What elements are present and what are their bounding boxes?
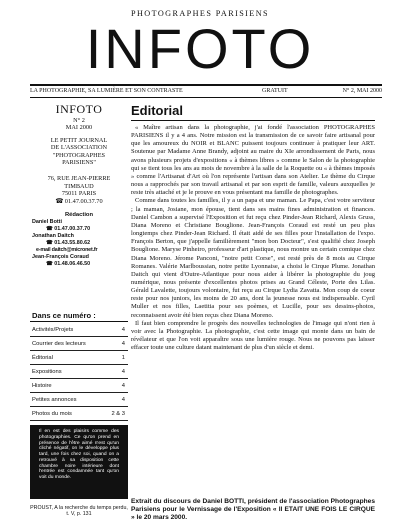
article-heading: Editorial <box>131 103 184 118</box>
article <box>131 103 375 522</box>
article-paragraph: Il faut bien comprendre le progrès des nouvelles technologies de l'image qui n'ont rien à voir avec la Photographie. La photographie, c'est cette image qui monte dans un bain de révélateur et que l'on voit apparaître sous une lumière rouge. Nous ne pouvons pas laisser effacer toute une culture datant maintenant de plus d'un siècle et demi. <box>131 319 375 352</box>
redaction-label: Rédaction <box>64 212 94 219</box>
toc-rule <box>30 321 128 322</box>
tagline-rule <box>30 97 382 98</box>
address-line: 76, RUE JEAN-PIERRE <box>47 175 111 183</box>
price-label: GRATUIT <box>262 88 288 94</box>
toc-item-page: 4 <box>121 383 125 389</box>
toc-item-label: Éditorial <box>32 355 53 361</box>
toc-item-page: 4 <box>121 369 125 375</box>
address-line: TIMBAUD <box>64 182 94 190</box>
staff-phone: ☎ 01.47.00.37.70 <box>46 226 91 233</box>
toc-heading: Dans ce numéro : <box>32 311 96 320</box>
toc-item[interactable] <box>30 339 128 351</box>
sidebar-address <box>30 175 128 205</box>
heading-rule <box>131 120 375 121</box>
article-paragraph: « Maître artisan dans la photographie, j'ai fondé l'association PHOTOGRAPHES PARISIENS il y a 4 ans. Notre mission est la transmission de ce savoir faire artisanal pour que les amoureux du NOIR et BLANC puissent toujours continuer à pratiquer leur ART. Soutenue par Madame Anne Brandy, adjoint au maire du XIe arrondissement de Paris, nous avons plusieurs projets d'expositions « à thèmes libres » comme le Salon de la photographie qui se tient tous les ans au mois de novembre à la salle de la Roquette ou « à thèmes imposés » comme l'Artisanat d'Art où l'on représente l'artisan dans son Atelier. Le thème du Cirque nous a rapprochés par son travail artisanal et par son esprit de famille, valeurs auxquelles je reste très attaché et je le prouve en vous présentant ma famille de photographes. <box>131 124 375 197</box>
sidebar-title: INFOTO <box>55 102 103 116</box>
toc-item[interactable] <box>30 409 128 421</box>
staff-list <box>30 219 128 267</box>
toc-item-label: Histoire <box>32 383 52 389</box>
association-name: PHOTOGRAPHES PARISIENS <box>131 9 269 18</box>
masthead-rule <box>30 84 382 86</box>
journal-line: DE L'ASSOCIATION <box>50 144 108 152</box>
toc-item-label: Courrier des lecteurs <box>32 341 86 347</box>
staff-name: Daniel Botti <box>32 219 62 226</box>
article-paragraph: Comme dans toutes les familles, il y a un papa et une maman. Le Papa, c'est votre serviteur ; la maman, Josiane, mon épouse, tient dans ses mains fines administration et finances. Daniel Cambon a supervisé l'Exposition et fut reçu chez Pinder-Jean Richard, Alexis Gruss, Diana Moreno et Christiane Bouglione. Jean-François Coraud est resté un peu plus longtemps chez Pinder-Jean Richard. Il était aidé de ses filles pour l'installation de l'expo. François Berton, que j'appelle familièrement "mon bon Docteur", s'est qualifié chez Joseph Bouglione. Maryse Pinheiro, professeur d'art plastique, nous montre un certain comique chez Diana Moreno. Jérome Panconi, "notre petit Corse", est resté près de 8 mois au Cirque Romanes. Valérie Marlboussian, notre petite Lyonnaise, a choisi le Cirque Plume. Jonathan Daitch qui vient d'Outre-Atlantique pour nous aider à libérer la photographie du joug numérique, nous présente d'excellentes photos prises au Grand Céleste, Porte des Lilas. Gérald Lavalette, toujours volontaire, fut reçu au Cirque Lydia Zavatta. Mon coup de coeur reste pour nos juniors, les moins de 20 ans, dont la jeunesse nous est indispensable. Cyril Muller et nos filles, Laetitia pour ses poèmes, et Lucille, pour ses dessins-photos, reconnaissent avoir été bien reçus chez Diana Moreno. <box>131 197 375 319</box>
sidebar-issue-number: N° 2 <box>73 117 85 124</box>
sidebar-date: MAI 2000 <box>65 124 93 132</box>
tagline: LA PHOTOGRAPHIE, SA LUMIÈRE ET SON CONTRASTE <box>30 88 183 94</box>
proust-quote: Il en est des plaisirs comme des photographies. Ce qu'on prend en présence de l'être aimé n'est qu'un cliché négatif, on le développe plus tard, une fois chez soi, quand on a retrouvé à sa disposition cette chambre noire intérieure dont l'entrée est condamnée tant qu'on voit du monde. <box>39 429 119 480</box>
toc-item-label: Photos du mois <box>32 411 72 417</box>
toc-item[interactable] <box>30 381 128 393</box>
journal-line: PARISIENS" <box>62 159 96 167</box>
issue-label: N° 2, MAI 2000 <box>342 88 382 94</box>
staff-name: Jonathan Daitch <box>32 233 74 240</box>
toc-item-label: Petites annonces <box>32 397 77 403</box>
sidebar-journal <box>30 137 128 167</box>
quote-source: PROUST, A la recherche du temps perdu, t. V, p. 131 <box>30 505 128 518</box>
toc-item[interactable] <box>30 325 128 337</box>
journal-line: LE PETIT JOURNAL <box>50 136 108 144</box>
staff-name: Jean-François Coraud <box>32 254 89 260</box>
journal-line: "PHOTOGRAPHES <box>52 151 106 159</box>
quote-box <box>30 425 128 499</box>
address-line: 75011 PARIS <box>61 190 97 198</box>
toc-item-page: 4 <box>121 397 125 403</box>
toc-item-page: 4 <box>121 341 125 347</box>
toc-item-label: Activités/Projets <box>32 327 74 333</box>
sidebar-phone: ☎ 01.47.00.37.70 <box>55 197 103 205</box>
toc-item-page: 1 <box>121 355 125 361</box>
sidebar <box>30 102 128 518</box>
staff-phone: ☎ 01.48.06.46.50 <box>46 260 91 267</box>
toc-item[interactable] <box>30 353 128 365</box>
toc-item-page: 2 & 3 <box>111 411 125 417</box>
article-body <box>131 124 375 352</box>
staff-phone: ☎ 01.43.55.80.62 <box>46 240 91 247</box>
masthead-title: INFOTO <box>85 17 315 80</box>
toc-item[interactable] <box>30 395 128 407</box>
toc-item-page: 4 <box>121 327 125 333</box>
toc-item[interactable] <box>30 367 128 379</box>
article-caption: Extrait du discours de Daniel BOTTI, président de l'association Photographes Parisiens pour le Vernissage de l'Exposition « Il ETAIT UNE FOIS LE CIRQUE » le 20 mars 2000. <box>131 498 375 522</box>
staff-email[interactable]: e-mail daitch@micronet.fr <box>36 247 98 254</box>
toc-item-label: Expositions <box>32 369 62 375</box>
